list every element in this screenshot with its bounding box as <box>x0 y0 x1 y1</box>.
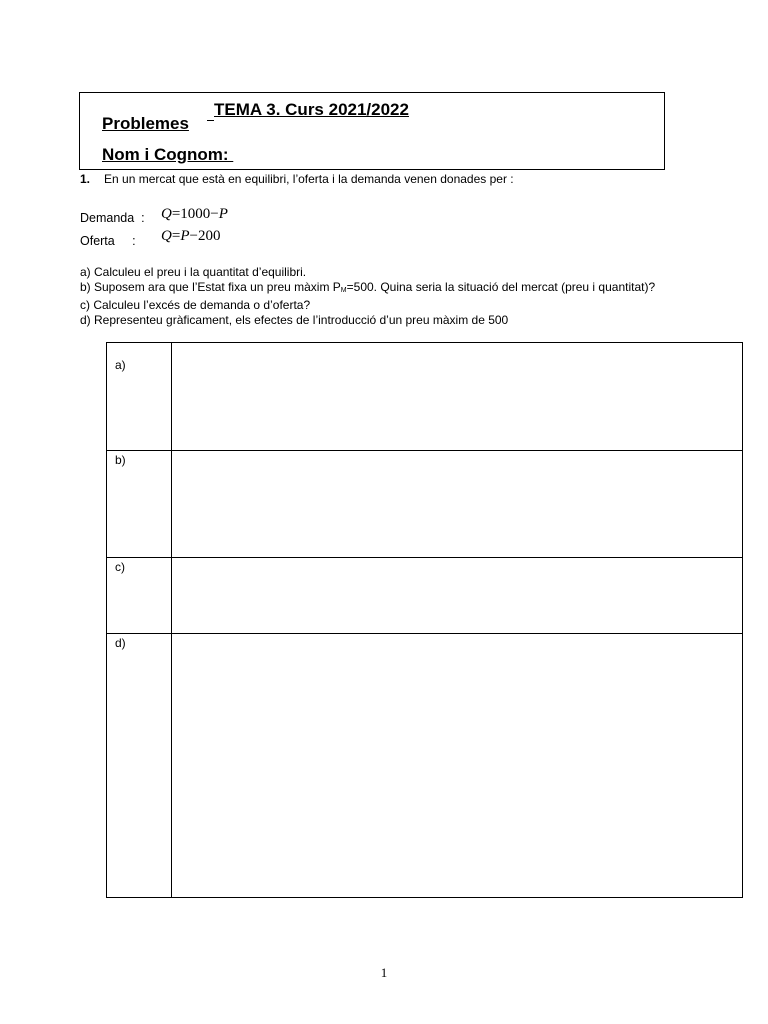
supply-label: Oferta : <box>80 234 136 248</box>
demand-q: Q <box>161 206 172 222</box>
demand-p: P <box>218 206 228 222</box>
supply-equals: = <box>171 228 181 244</box>
item-b-text-start: b) Suposem ara que l’Estat fixa un preu màxim P <box>80 279 341 294</box>
answer-row-c <box>107 558 743 634</box>
question-number: 1. <box>80 172 91 186</box>
header-name-field: Nom i Cognom: <box>102 145 234 164</box>
question-line <box>80 172 514 186</box>
answer-label-cell <box>107 634 172 898</box>
answer-label-c: c) <box>115 560 125 574</box>
answer-space-d[interactable] <box>172 634 743 898</box>
demand-label: Demanda : <box>80 211 145 225</box>
item-b-text-end: =500. Quina seria la situació del mercat (preu i quantitat)? <box>346 279 656 294</box>
answer-label-b: b) <box>115 453 126 467</box>
question-text: En un mercat que està en equilibri, l’oferta i la demanda venen donades per : <box>104 172 514 186</box>
answer-label-d: d) <box>115 636 126 650</box>
question-items <box>80 265 683 327</box>
answer-label-a: a) <box>115 358 126 372</box>
page-number: 1 <box>380 965 388 980</box>
answer-label-cell <box>107 343 172 451</box>
item-c: c) Calculeu l’excés de demanda o d’oferta? <box>80 298 311 312</box>
item-d: d) Representeu gràficament, els efectes de l’introducció d’un preu màxim de 500 <box>80 312 509 327</box>
answer-row-a <box>107 343 743 451</box>
header-problemes: Problemes <box>102 114 189 133</box>
supply-expr: −200 <box>189 228 221 244</box>
supply-formula <box>161 228 220 245</box>
answer-space-a[interactable] <box>172 343 743 451</box>
supply-p: P <box>180 228 190 244</box>
header-underline-connector <box>207 120 214 121</box>
answer-row-d <box>107 634 743 898</box>
demand-expr: =1000− <box>171 206 219 222</box>
answer-table <box>106 342 743 898</box>
item-b-subscript: M <box>340 286 347 294</box>
item-b <box>80 280 683 299</box>
answer-space-b[interactable] <box>172 451 743 558</box>
demand-formula <box>161 206 228 223</box>
answer-space-c[interactable] <box>172 558 743 634</box>
answer-label-cell <box>107 451 172 558</box>
supply-q: Q <box>161 228 172 244</box>
item-a: a) Calculeu el preu i la quantitat d’equilibri. <box>80 265 307 279</box>
answer-row-b <box>107 451 743 558</box>
answer-label-cell <box>107 558 172 634</box>
header-tema-title: TEMA 3. Curs 2021/2022 <box>214 100 409 119</box>
